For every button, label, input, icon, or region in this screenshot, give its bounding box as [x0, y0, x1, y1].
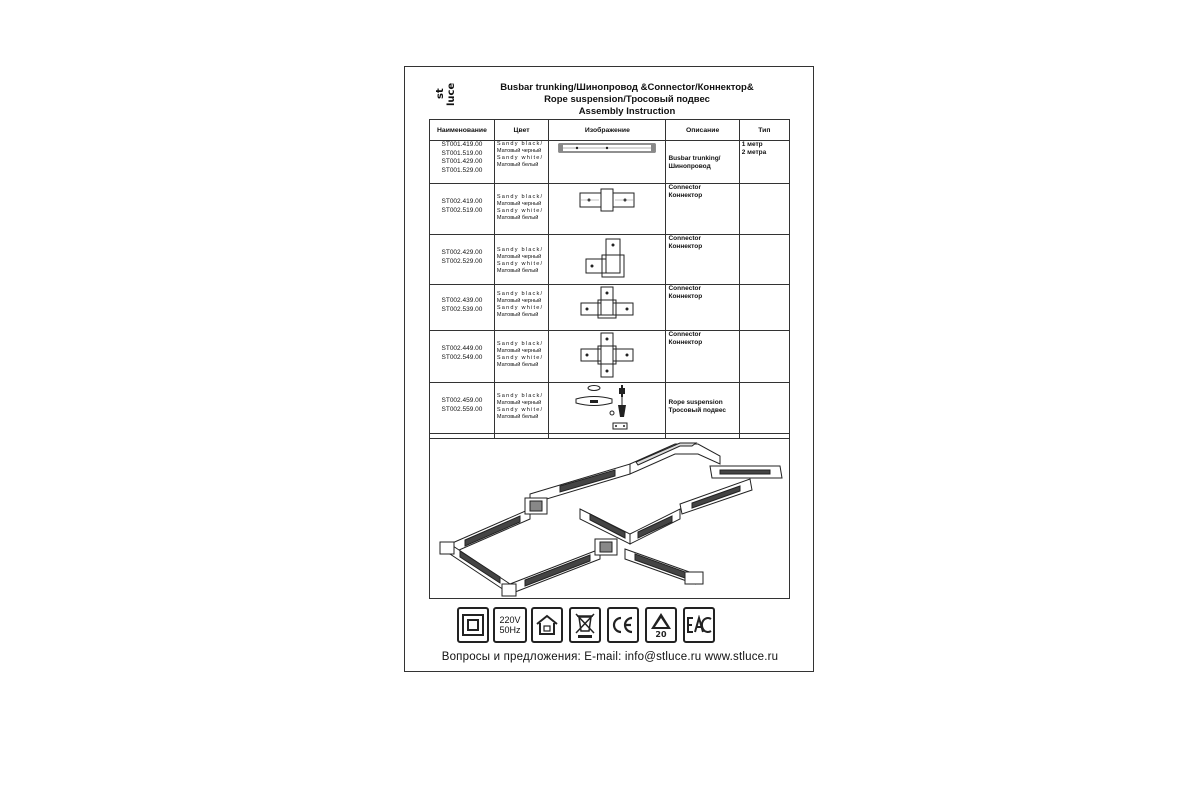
product-image [549, 141, 666, 184]
product-codes: ST002.429.00 ST002.529.00 [430, 235, 495, 285]
product-type [739, 331, 789, 383]
product-image [549, 331, 666, 383]
ce-mark-icon [607, 607, 639, 643]
cross-connector-icon [577, 331, 637, 379]
product-colors: Sandy black/ Матовый черный Sandy white/ Матовый белый [494, 184, 548, 235]
product-image [549, 285, 666, 331]
header-name: Наименование [430, 120, 495, 141]
busbar-straight-icon [557, 141, 657, 155]
header-line-2: Rope suspension/Тросовый подвес [544, 94, 710, 105]
product-description: Connector Коннектор [666, 285, 739, 331]
voltage-value: 220V [499, 615, 521, 625]
assembly-diagram [429, 433, 790, 599]
instruction-sheet [404, 66, 814, 672]
product-colors: Sandy black/ Матовый черный Sandy white/ Матовый белый [494, 285, 548, 331]
product-type: 1 метр 2 метра [739, 141, 789, 184]
product-description: Busbar trunking/ Шинопровод [666, 141, 739, 184]
t-connector-icon [577, 285, 637, 327]
product-type [739, 285, 789, 331]
product-type [739, 184, 789, 235]
header-type: Тип [739, 120, 789, 141]
weee-bin-icon [569, 607, 601, 643]
product-type [739, 235, 789, 285]
eac-mark-icon [683, 607, 715, 643]
sheet-header [467, 82, 787, 118]
product-colors: Sandy black/ Матовый черный Sandy white/ Матовый белый [494, 141, 548, 184]
header-image: Изображение [549, 120, 666, 141]
table-row [430, 331, 790, 383]
header-description: Описание [666, 120, 739, 141]
contact-line: Вопросы и предложения: E-mail: info@stluce.ru www.stluce.ru [441, 651, 779, 663]
product-image [549, 235, 666, 285]
product-description: Connector Коннектор [666, 331, 739, 383]
product-codes: ST002.449.00 ST002.549.00 [430, 331, 495, 383]
product-codes: ST002.419.00 ST002.519.00 [430, 184, 495, 235]
spec-table [429, 119, 790, 439]
header-color: Цвет [494, 120, 548, 141]
product-image [549, 184, 666, 235]
product-description: Connector Коннектор [666, 184, 739, 235]
double-insulation-icon [457, 607, 489, 643]
table-row [430, 141, 790, 184]
certification-icons [457, 607, 757, 645]
indoor-use-icon [531, 607, 563, 643]
product-image [549, 383, 666, 439]
brand-logo: st luce [435, 82, 457, 106]
table-row [430, 235, 790, 285]
voltage-icon [493, 607, 527, 643]
header-line-1: Busbar trunking/Шинопровод &Connector/Коннектор& [500, 82, 754, 93]
track-assembly-illustration [430, 434, 789, 598]
recycle-number: 20 [655, 630, 667, 639]
product-description: Rope suspension Тросовый подвес [666, 383, 739, 439]
table-row [430, 184, 790, 235]
header-line-3: Assembly Instruction [578, 106, 676, 117]
product-codes: ST002.459.00 ST002.559.00 [430, 383, 495, 439]
table-header-row [430, 120, 790, 141]
product-description: Connector Коннектор [666, 235, 739, 285]
product-colors: Sandy black/ Матовый черный Sandy white/ Матовый белый [494, 235, 548, 285]
product-codes: ST002.439.00 ST002.539.00 [430, 285, 495, 331]
product-codes: ST001.419.00 ST001.519.00 ST001.429.00 ST001.529.00 [430, 141, 495, 184]
table-row [430, 285, 790, 331]
product-colors: Sandy black/ Матовый черный Sandy white/ Матовый белый [494, 383, 548, 439]
product-colors: Sandy black/ Матовый черный Sandy white/ Матовый белый [494, 331, 548, 383]
rope-suspension-icon [572, 383, 642, 433]
recycle-icon [645, 607, 677, 643]
straight-connector-icon [577, 184, 637, 216]
l-connector-icon [582, 235, 632, 279]
product-type [739, 383, 789, 439]
table-row [430, 383, 790, 439]
frequency-value: 50Hz [499, 625, 521, 635]
